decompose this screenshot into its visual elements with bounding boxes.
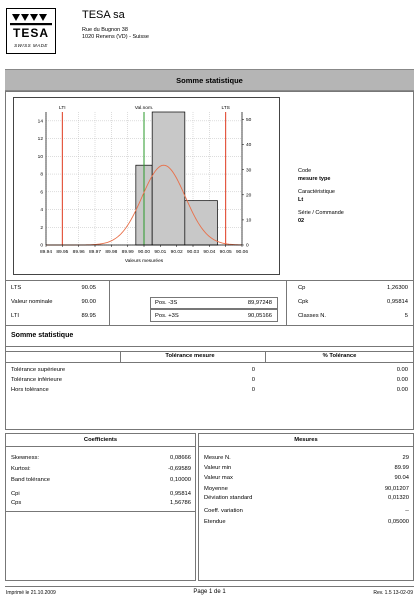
- mesures-panel: [198, 433, 414, 581]
- printed-date: Imprimé le 21.10.2009: [6, 590, 56, 596]
- mesure-label: Mesure N.: [204, 455, 231, 461]
- mesure-value: 0,05000: [388, 519, 409, 525]
- cpk-value: 0,95814: [387, 299, 408, 305]
- y-right-tick-label: 30: [246, 168, 252, 174]
- lti-label: LTI: [11, 313, 19, 319]
- mesure-label: Moyenne: [204, 486, 228, 492]
- mesure-label: Coeff. variation: [204, 508, 243, 514]
- tolerance-row-pct: 0.00: [396, 367, 408, 373]
- x-tick-label: 90.03: [186, 250, 200, 255]
- x-tick-label: 90.06: [235, 250, 249, 255]
- tolerance-row-pct: 0.00: [396, 387, 408, 393]
- x-tick-label: 90.02: [170, 250, 183, 255]
- tolerance-row-label: Tolérance inférieure: [11, 377, 62, 383]
- mesure-label: Valeur max: [204, 475, 233, 481]
- limit-line-label: Val.nom.: [134, 106, 154, 111]
- x-tick-label: 90.04: [203, 250, 216, 255]
- coefficient-value: 0,10000: [170, 477, 191, 483]
- revision: Rev. 1.5 13-02-09: [373, 590, 413, 596]
- y-right-tick-label: 50: [246, 118, 252, 124]
- x-tick-label: 89.94: [39, 250, 53, 255]
- classes-label: Classes N.: [298, 313, 327, 319]
- report-title-bar: [5, 69, 414, 91]
- mesure-value: 90.04: [394, 475, 409, 481]
- company-address-line1: Rue du Bugnon 38: [82, 27, 128, 33]
- coefficient-label: Skewness:: [11, 455, 40, 461]
- page-number: Page 1 de 1: [193, 589, 226, 595]
- pos-minus-3s-label: Pos. -3S: [155, 300, 178, 306]
- coefficient-label: Cpi: [11, 491, 20, 497]
- tolerance-row-value: 0: [251, 387, 255, 393]
- tesa-logo: [6, 8, 56, 54]
- histogram-chart: [13, 97, 280, 275]
- y-left-tick-label: 6: [40, 190, 43, 196]
- classes-value: 5: [404, 313, 408, 319]
- x-tick-label: 89.96: [72, 250, 85, 255]
- characteristic-value: Lt: [298, 197, 304, 203]
- limit-line-label: LTI: [59, 106, 66, 111]
- mesure-value: 29: [402, 455, 409, 461]
- characteristic-label: Caractéristique: [298, 189, 335, 195]
- coefficient-value: 1,56786: [170, 500, 191, 506]
- x-tick-label: 89.95: [56, 250, 69, 255]
- mesure-value: --: [405, 508, 409, 514]
- pct-tolerance-header: % Tolérance: [322, 353, 357, 359]
- coefficient-label: Band tolérance: [11, 477, 50, 483]
- coefficients-title: Coefficients: [83, 437, 118, 443]
- mesure-label: Déviation standard: [204, 495, 253, 501]
- mesure-label: Valeur min: [204, 465, 232, 471]
- limit-line-label: LTS: [221, 106, 230, 111]
- coefficients-divider: [6, 511, 195, 512]
- lts-value: 90.05: [81, 285, 96, 291]
- footer-divider: [5, 586, 414, 587]
- mesure-value: 89.99: [394, 465, 409, 471]
- mesures-title: Mesures: [294, 437, 318, 443]
- coefficient-value: 0,08666: [170, 455, 191, 461]
- tolerance-mesure-header: Tolérance mesure: [165, 353, 215, 359]
- y-left-tick-label: 4: [40, 208, 43, 214]
- y-left-tick-label: 2: [40, 225, 43, 231]
- y-left-tick-label: 0: [40, 243, 43, 249]
- x-tick-label: 90.01: [154, 250, 167, 255]
- cpk-label: Cpk: [298, 299, 309, 305]
- coefficient-value: -0,69589: [168, 466, 191, 472]
- y-left-tick-label: 8: [40, 172, 43, 178]
- serie-label: Série / Commande: [298, 210, 344, 216]
- nominal-value: 90.00: [81, 299, 96, 305]
- lts-label: LTS: [11, 285, 22, 291]
- y-right-tick-label: 20: [246, 193, 252, 199]
- somme-statistique-title: Somme statistique: [11, 332, 74, 339]
- stats-divider: [109, 281, 110, 325]
- x-tick-label: 90.05: [219, 250, 232, 255]
- tolerance-row-pct: 0.00: [396, 377, 408, 383]
- coefficients-panel: [5, 433, 196, 581]
- cp-value: 1,26300: [387, 285, 408, 291]
- mesure-value: 90,01207: [384, 486, 409, 492]
- nominal-label: Valeur nominale: [11, 299, 53, 305]
- x-tick-label: 89.97: [88, 250, 102, 255]
- y-right-tick-label: 0: [246, 243, 249, 249]
- report-title: Somme statistique: [176, 75, 243, 85]
- logo-tagline: SWISS MADE: [14, 43, 48, 48]
- y-right-tick-label: 10: [246, 218, 252, 224]
- company-name: TESA sa: [82, 9, 125, 21]
- cp-label: Cp: [298, 285, 306, 291]
- y-left-tick-label: 14: [37, 119, 43, 125]
- coefficient-label: Cps: [11, 500, 22, 506]
- serie-value: 02: [298, 218, 305, 224]
- x-tick-label: 89.99: [121, 250, 134, 255]
- code-value: mesure type: [298, 176, 331, 182]
- y-left-tick-label: 12: [37, 137, 43, 143]
- pos-plus-3s-value: 90,05166: [247, 313, 272, 319]
- coefficient-value: 0,95814: [170, 491, 191, 497]
- tolerance-row-value: 0: [251, 377, 255, 383]
- stats-divider: [286, 281, 287, 325]
- mesure-value: 0,01320: [388, 495, 409, 501]
- tolerance-row-label: Hors tolérance: [11, 387, 49, 393]
- pos-plus-3s-label: Pos. +3S: [155, 313, 179, 319]
- coefficient-label: Kurtosi:: [11, 466, 31, 472]
- y-left-tick-label: 10: [37, 154, 43, 160]
- histogram-svg: [14, 98, 281, 276]
- code-label: Code: [298, 168, 312, 174]
- coefficients-header: [6, 434, 195, 447]
- mesures-header: [199, 434, 413, 447]
- x-tick-label: 90.00: [137, 250, 151, 255]
- lti-value: 89.95: [81, 313, 96, 319]
- y-right-tick-label: 40: [246, 143, 252, 149]
- x-tick-label: 89.98: [105, 250, 118, 255]
- logo-text: TESA: [12, 26, 49, 40]
- tolerance-row-label: Tolérance supérieure: [11, 367, 66, 373]
- mesure-label: Etendue: [204, 519, 226, 525]
- pos-minus-3s-value: 89,97248: [247, 300, 272, 306]
- histogram-bar: [152, 112, 185, 245]
- x-axis-label: Valeurs mesurées: [124, 259, 164, 264]
- company-address-line2: 1020 Renens (VD) - Suisse: [82, 34, 149, 40]
- tolerance-row-value: 0: [251, 367, 255, 373]
